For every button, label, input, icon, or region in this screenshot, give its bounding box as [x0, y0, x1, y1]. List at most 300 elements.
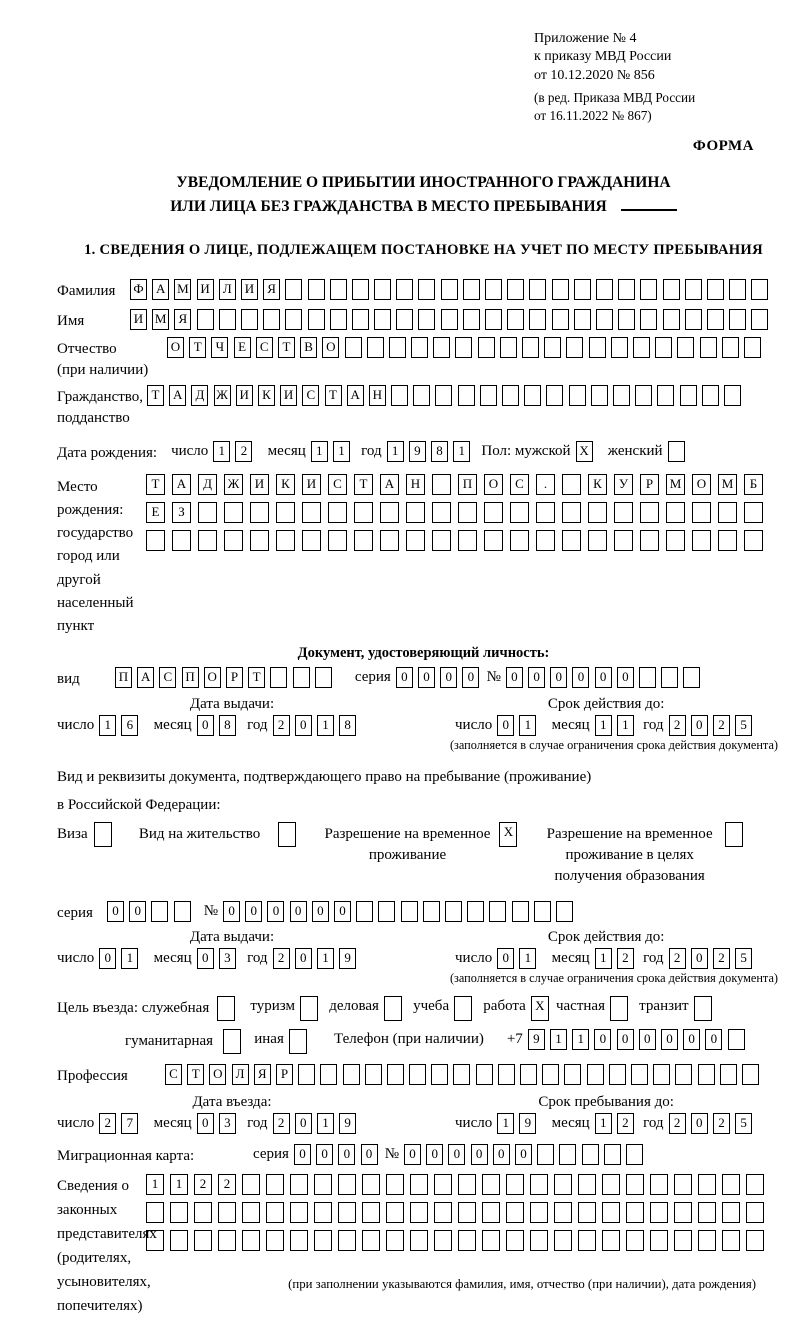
char-cell[interactable]	[489, 901, 506, 922]
char-cell[interactable]	[432, 530, 451, 551]
char-cell[interactable]: М	[666, 474, 685, 495]
char-cell[interactable]: 5	[735, 715, 752, 736]
char-cell[interactable]	[290, 1202, 308, 1223]
char-cell[interactable]: 1	[519, 715, 536, 736]
char-cell[interactable]: Ф	[130, 279, 147, 300]
char-cell[interactable]	[396, 309, 413, 330]
char-cell[interactable]	[386, 1230, 404, 1251]
char-cell[interactable]	[354, 530, 373, 551]
char-cell[interactable]	[406, 502, 425, 523]
char-cell[interactable]	[389, 337, 406, 358]
char-cell[interactable]: 0	[426, 1144, 443, 1165]
char-cell[interactable]	[507, 309, 524, 330]
char-cell[interactable]	[725, 822, 743, 847]
char-cell[interactable]	[146, 1230, 164, 1251]
char-cell[interactable]: 1	[572, 1029, 589, 1050]
char-cell[interactable]	[744, 530, 763, 551]
char-cell[interactable]	[692, 530, 711, 551]
char-cell[interactable]: 1	[170, 1174, 188, 1195]
char-cell[interactable]	[485, 309, 502, 330]
char-cell[interactable]: 0	[295, 1113, 312, 1134]
char-cell[interactable]: X	[576, 441, 593, 462]
char-cell[interactable]	[410, 1202, 428, 1223]
char-cell[interactable]	[683, 667, 700, 688]
char-cell[interactable]	[270, 667, 287, 688]
char-cell[interactable]: Д	[191, 385, 208, 406]
char-cell[interactable]	[484, 530, 503, 551]
char-cell[interactable]	[729, 279, 746, 300]
char-cell[interactable]	[478, 337, 495, 358]
char-cell[interactable]	[578, 1174, 596, 1195]
char-cell[interactable]: О	[209, 1064, 226, 1085]
char-cell[interactable]: А	[169, 385, 186, 406]
char-cell[interactable]	[677, 337, 694, 358]
char-cell[interactable]: И	[280, 385, 297, 406]
char-cell[interactable]: 1	[497, 1113, 514, 1134]
char-cell[interactable]	[482, 1174, 500, 1195]
char-cell[interactable]	[650, 1202, 668, 1223]
char-cell[interactable]: Л	[219, 279, 236, 300]
char-cell[interactable]	[170, 1230, 188, 1251]
char-cell[interactable]	[352, 279, 369, 300]
char-cell[interactable]: Ч	[211, 337, 228, 358]
char-cell[interactable]: 0	[617, 1029, 634, 1050]
char-cell[interactable]: .	[536, 474, 555, 495]
char-cell[interactable]	[613, 385, 630, 406]
char-cell[interactable]	[431, 1064, 448, 1085]
char-cell[interactable]: М	[152, 309, 169, 330]
char-cell[interactable]	[502, 385, 519, 406]
char-cell[interactable]	[338, 1230, 356, 1251]
char-cell[interactable]	[314, 1230, 332, 1251]
char-cell[interactable]	[574, 279, 591, 300]
char-cell[interactable]	[151, 901, 168, 922]
char-cell[interactable]	[194, 1230, 212, 1251]
char-cell[interactable]	[542, 1064, 559, 1085]
char-cell[interactable]	[700, 337, 717, 358]
char-cell[interactable]: 0	[129, 901, 146, 922]
char-cell[interactable]: 0	[683, 1029, 700, 1050]
char-cell[interactable]	[626, 1202, 644, 1223]
char-cell[interactable]	[410, 1174, 428, 1195]
char-cell[interactable]	[276, 530, 295, 551]
char-cell[interactable]	[529, 279, 546, 300]
char-cell[interactable]: О	[484, 474, 503, 495]
char-cell[interactable]	[174, 901, 191, 922]
char-cell[interactable]: 9	[339, 948, 356, 969]
char-cell[interactable]: Т	[354, 474, 373, 495]
char-cell[interactable]: М	[718, 474, 737, 495]
char-cell[interactable]: 0	[99, 948, 116, 969]
char-cell[interactable]: И	[236, 385, 253, 406]
char-cell[interactable]	[374, 309, 391, 330]
char-cell[interactable]	[718, 502, 737, 523]
char-cell[interactable]	[293, 667, 310, 688]
char-cell[interactable]	[454, 996, 472, 1021]
char-cell[interactable]: К	[258, 385, 275, 406]
char-cell[interactable]	[433, 337, 450, 358]
char-cell[interactable]	[343, 1064, 360, 1085]
char-cell[interactable]	[614, 502, 633, 523]
char-cell[interactable]: 2	[218, 1174, 236, 1195]
char-cell[interactable]	[401, 901, 418, 922]
char-cell[interactable]: 0	[448, 1144, 465, 1165]
char-cell[interactable]: 0	[705, 1029, 722, 1050]
char-cell[interactable]	[611, 337, 628, 358]
char-cell[interactable]	[587, 1064, 604, 1085]
char-cell[interactable]: Н	[406, 474, 425, 495]
char-cell[interactable]	[374, 279, 391, 300]
char-cell[interactable]	[724, 385, 741, 406]
char-cell[interactable]	[530, 1174, 548, 1195]
char-cell[interactable]: Б	[744, 474, 763, 495]
char-cell[interactable]	[308, 279, 325, 300]
char-cell[interactable]	[609, 1064, 626, 1085]
char-cell[interactable]	[338, 1174, 356, 1195]
char-cell[interactable]: 9	[339, 1113, 356, 1134]
char-cell[interactable]: Т	[146, 474, 165, 495]
char-cell[interactable]: З	[172, 502, 191, 523]
char-cell[interactable]: Т	[187, 1064, 204, 1085]
char-cell[interactable]	[217, 996, 235, 1021]
char-cell[interactable]	[663, 279, 680, 300]
char-cell[interactable]: С	[510, 474, 529, 495]
char-cell[interactable]	[722, 337, 739, 358]
char-cell[interactable]	[720, 1064, 737, 1085]
char-cell[interactable]	[418, 279, 435, 300]
char-cell[interactable]: Е	[146, 502, 165, 523]
char-cell[interactable]: 0	[312, 901, 329, 922]
char-cell[interactable]	[224, 502, 243, 523]
char-cell[interactable]: А	[152, 279, 169, 300]
char-cell[interactable]	[614, 530, 633, 551]
char-cell[interactable]	[744, 337, 761, 358]
char-cell[interactable]	[596, 279, 613, 300]
char-cell[interactable]	[626, 1144, 643, 1165]
char-cell[interactable]	[722, 1174, 740, 1195]
char-cell[interactable]	[722, 1202, 740, 1223]
char-cell[interactable]: 0	[691, 948, 708, 969]
char-cell[interactable]: 0	[404, 1144, 421, 1165]
char-cell[interactable]	[635, 385, 652, 406]
char-cell[interactable]: 0	[267, 901, 284, 922]
char-cell[interactable]	[685, 279, 702, 300]
char-cell[interactable]	[218, 1230, 236, 1251]
char-cell[interactable]: 0	[107, 901, 124, 922]
char-cell[interactable]	[685, 309, 702, 330]
char-cell[interactable]	[314, 1174, 332, 1195]
char-cell[interactable]	[554, 1174, 572, 1195]
char-cell[interactable]	[751, 309, 768, 330]
char-cell[interactable]: 2	[617, 1113, 634, 1134]
char-cell[interactable]	[458, 1174, 476, 1195]
char-cell[interactable]	[698, 1064, 715, 1085]
char-cell[interactable]: Т	[248, 667, 265, 688]
char-cell[interactable]: А	[172, 474, 191, 495]
char-cell[interactable]	[266, 1202, 284, 1223]
char-cell[interactable]	[485, 279, 502, 300]
char-cell[interactable]	[482, 1202, 500, 1223]
char-cell[interactable]	[285, 309, 302, 330]
char-cell[interactable]: 1	[311, 441, 328, 462]
char-cell[interactable]	[170, 1202, 188, 1223]
char-cell[interactable]	[194, 1202, 212, 1223]
char-cell[interactable]	[556, 901, 573, 922]
char-cell[interactable]	[354, 502, 373, 523]
char-cell[interactable]: 2	[713, 948, 730, 969]
char-cell[interactable]: 6	[121, 715, 138, 736]
char-cell[interactable]	[698, 1174, 716, 1195]
char-cell[interactable]: 1	[595, 1113, 612, 1134]
char-cell[interactable]	[432, 502, 451, 523]
char-cell[interactable]: 2	[617, 948, 634, 969]
char-cell[interactable]: А	[347, 385, 364, 406]
char-cell[interactable]: П	[182, 667, 199, 688]
char-cell[interactable]: 0	[594, 1029, 611, 1050]
char-cell[interactable]	[224, 530, 243, 551]
char-cell[interactable]	[588, 530, 607, 551]
char-cell[interactable]	[413, 385, 430, 406]
char-cell[interactable]	[666, 530, 685, 551]
char-cell[interactable]: 1	[213, 441, 230, 462]
char-cell[interactable]	[698, 1230, 716, 1251]
char-cell[interactable]	[441, 279, 458, 300]
char-cell[interactable]	[453, 1064, 470, 1085]
char-cell[interactable]: И	[130, 309, 147, 330]
char-cell[interactable]: 0	[223, 901, 240, 922]
char-cell[interactable]: О	[322, 337, 339, 358]
char-cell[interactable]: 0	[595, 667, 612, 688]
char-cell[interactable]	[529, 309, 546, 330]
char-cell[interactable]	[362, 1230, 380, 1251]
char-cell[interactable]	[640, 279, 657, 300]
char-cell[interactable]: О	[167, 337, 184, 358]
char-cell[interactable]	[552, 309, 569, 330]
char-cell[interactable]: 2	[669, 715, 686, 736]
char-cell[interactable]: 1	[595, 715, 612, 736]
char-cell[interactable]	[434, 1174, 452, 1195]
char-cell[interactable]	[218, 1202, 236, 1223]
char-cell[interactable]	[661, 667, 678, 688]
char-cell[interactable]: С	[159, 667, 176, 688]
char-cell[interactable]	[729, 309, 746, 330]
char-cell[interactable]: В	[300, 337, 317, 358]
char-cell[interactable]	[744, 502, 763, 523]
char-cell[interactable]	[242, 1230, 260, 1251]
char-cell[interactable]: О	[204, 667, 221, 688]
char-cell[interactable]	[728, 1029, 745, 1050]
char-cell[interactable]	[476, 1064, 493, 1085]
char-cell[interactable]	[500, 337, 517, 358]
char-cell[interactable]	[242, 1202, 260, 1223]
char-cell[interactable]	[250, 502, 269, 523]
char-cell[interactable]	[554, 1202, 572, 1223]
char-cell[interactable]	[434, 1230, 452, 1251]
char-cell[interactable]	[707, 309, 724, 330]
char-cell[interactable]	[467, 901, 484, 922]
char-cell[interactable]	[386, 1202, 404, 1223]
char-cell[interactable]	[409, 1064, 426, 1085]
char-cell[interactable]	[356, 901, 373, 922]
char-cell[interactable]	[285, 279, 302, 300]
char-cell[interactable]	[198, 530, 217, 551]
char-cell[interactable]	[330, 309, 347, 330]
char-cell[interactable]: 5	[735, 948, 752, 969]
char-cell[interactable]: 0	[661, 1029, 678, 1050]
char-cell[interactable]	[367, 337, 384, 358]
char-cell[interactable]: С	[328, 474, 347, 495]
char-cell[interactable]	[320, 1064, 337, 1085]
char-cell[interactable]	[674, 1230, 692, 1251]
char-cell[interactable]	[391, 385, 408, 406]
char-cell[interactable]	[498, 1064, 515, 1085]
char-cell[interactable]	[640, 530, 659, 551]
char-cell[interactable]	[618, 309, 635, 330]
char-cell[interactable]	[290, 1230, 308, 1251]
char-cell[interactable]	[569, 385, 586, 406]
char-cell[interactable]: 1	[317, 948, 334, 969]
char-cell[interactable]	[484, 502, 503, 523]
char-cell[interactable]: И	[302, 474, 321, 495]
char-cell[interactable]: 8	[431, 441, 448, 462]
char-cell[interactable]	[445, 901, 462, 922]
char-cell[interactable]: 0	[572, 667, 589, 688]
char-cell[interactable]	[308, 309, 325, 330]
char-cell[interactable]: 1	[333, 441, 350, 462]
char-cell[interactable]: 0	[639, 1029, 656, 1050]
char-cell[interactable]	[197, 309, 214, 330]
char-cell[interactable]	[458, 1230, 476, 1251]
char-cell[interactable]	[482, 1230, 500, 1251]
char-cell[interactable]: 9	[519, 1113, 536, 1134]
char-cell[interactable]	[552, 279, 569, 300]
char-cell[interactable]	[653, 1064, 670, 1085]
char-cell[interactable]: 2	[713, 1113, 730, 1134]
char-cell[interactable]	[746, 1202, 764, 1223]
char-cell[interactable]	[506, 1230, 524, 1251]
char-cell[interactable]: Т	[278, 337, 295, 358]
char-cell[interactable]: 0	[691, 715, 708, 736]
char-cell[interactable]: 0	[197, 1113, 214, 1134]
char-cell[interactable]	[562, 502, 581, 523]
char-cell[interactable]	[458, 530, 477, 551]
char-cell[interactable]: 0	[550, 667, 567, 688]
char-cell[interactable]	[536, 530, 555, 551]
char-cell[interactable]	[522, 337, 539, 358]
char-cell[interactable]	[352, 309, 369, 330]
char-cell[interactable]	[250, 530, 269, 551]
char-cell[interactable]	[458, 385, 475, 406]
char-cell[interactable]	[534, 901, 551, 922]
char-cell[interactable]: 8	[219, 715, 236, 736]
char-cell[interactable]: С	[165, 1064, 182, 1085]
char-cell[interactable]: 0	[294, 1144, 311, 1165]
char-cell[interactable]	[666, 502, 685, 523]
char-cell[interactable]	[289, 1029, 307, 1054]
char-cell[interactable]	[302, 530, 321, 551]
char-cell[interactable]: 9	[528, 1029, 545, 1050]
char-cell[interactable]: И	[197, 279, 214, 300]
char-cell[interactable]: 0	[396, 667, 413, 688]
char-cell[interactable]	[582, 1144, 599, 1165]
char-cell[interactable]: У	[614, 474, 633, 495]
char-cell[interactable]: 0	[617, 667, 634, 688]
char-cell[interactable]: 2	[713, 715, 730, 736]
char-cell[interactable]	[602, 1202, 620, 1223]
char-cell[interactable]: С	[256, 337, 273, 358]
char-cell[interactable]: 1	[99, 715, 116, 736]
char-cell[interactable]	[266, 1230, 284, 1251]
char-cell[interactable]	[423, 901, 440, 922]
char-cell[interactable]	[546, 385, 563, 406]
char-cell[interactable]	[564, 1064, 581, 1085]
char-cell[interactable]	[602, 1230, 620, 1251]
char-cell[interactable]: 0	[334, 901, 351, 922]
char-cell[interactable]	[602, 1174, 620, 1195]
char-cell[interactable]	[384, 996, 402, 1021]
char-cell[interactable]: 0	[197, 715, 214, 736]
char-cell[interactable]	[338, 1202, 356, 1223]
char-cell[interactable]	[698, 1202, 716, 1223]
char-cell[interactable]: И	[250, 474, 269, 495]
char-cell[interactable]	[675, 1064, 692, 1085]
char-cell[interactable]	[657, 385, 674, 406]
char-cell[interactable]	[536, 502, 555, 523]
char-cell[interactable]	[610, 996, 628, 1021]
char-cell[interactable]: Л	[232, 1064, 249, 1085]
char-cell[interactable]: Т	[189, 337, 206, 358]
char-cell[interactable]: X	[499, 822, 517, 847]
char-cell[interactable]	[604, 1144, 621, 1165]
char-cell[interactable]	[633, 337, 650, 358]
char-cell[interactable]: 2	[669, 1113, 686, 1134]
char-cell[interactable]	[544, 337, 561, 358]
char-cell[interactable]: 0	[316, 1144, 333, 1165]
char-cell[interactable]	[345, 337, 362, 358]
char-cell[interactable]	[640, 502, 659, 523]
char-cell[interactable]	[506, 1202, 524, 1223]
char-cell[interactable]	[330, 279, 347, 300]
char-cell[interactable]	[578, 1230, 596, 1251]
char-cell[interactable]	[562, 530, 581, 551]
char-cell[interactable]	[362, 1202, 380, 1223]
char-cell[interactable]	[263, 309, 280, 330]
char-cell[interactable]	[146, 1202, 164, 1223]
char-cell[interactable]: 2	[273, 1113, 290, 1134]
char-cell[interactable]	[463, 279, 480, 300]
char-cell[interactable]: Т	[147, 385, 164, 406]
char-cell[interactable]	[434, 1202, 452, 1223]
char-cell[interactable]	[510, 502, 529, 523]
char-cell[interactable]	[668, 441, 685, 462]
char-cell[interactable]: Я	[254, 1064, 271, 1085]
char-cell[interactable]: Н	[369, 385, 386, 406]
char-cell[interactable]: 1	[519, 948, 536, 969]
char-cell[interactable]: 5	[735, 1113, 752, 1134]
char-cell[interactable]	[631, 1064, 648, 1085]
char-cell[interactable]	[722, 1230, 740, 1251]
char-cell[interactable]	[650, 1174, 668, 1195]
char-cell[interactable]: 0	[245, 901, 262, 922]
char-cell[interactable]	[241, 309, 258, 330]
char-cell[interactable]	[512, 901, 529, 922]
char-cell[interactable]: 9	[409, 441, 426, 462]
char-cell[interactable]	[480, 385, 497, 406]
char-cell[interactable]	[626, 1230, 644, 1251]
char-cell[interactable]	[626, 1174, 644, 1195]
char-cell[interactable]: 0	[691, 1113, 708, 1134]
char-cell[interactable]	[510, 530, 529, 551]
